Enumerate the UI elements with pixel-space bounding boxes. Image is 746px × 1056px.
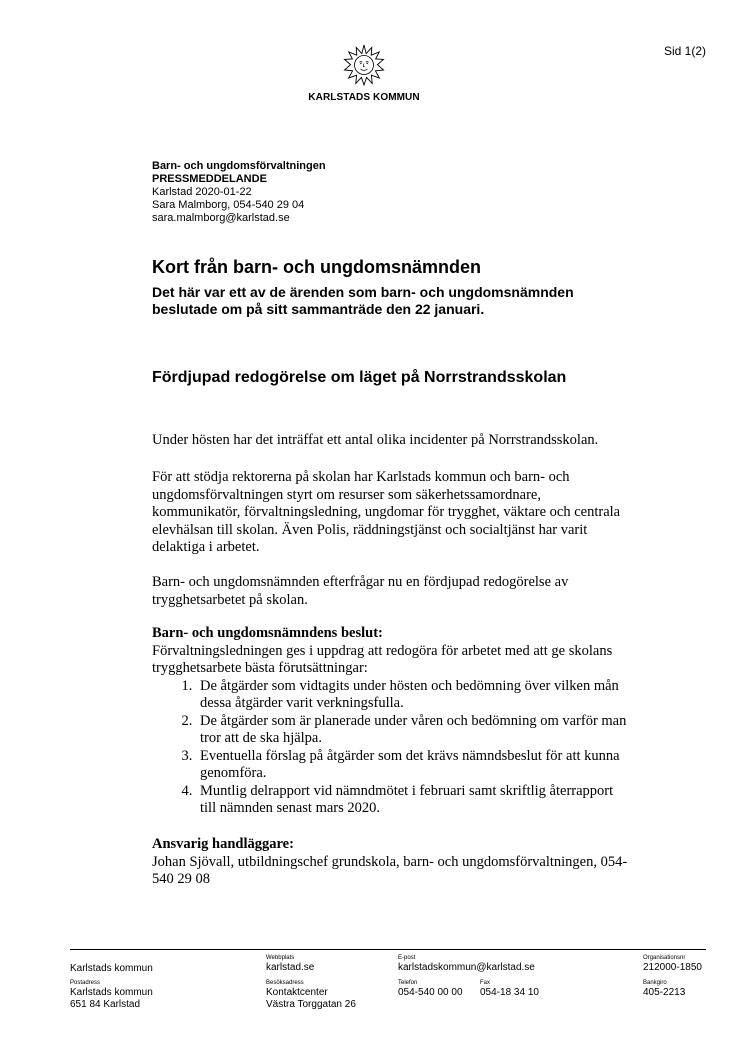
responsible-text: Johan Sjövall, utbildningschef grundskola, barn- och ungdomsförvaltningen, 054-540 29 08 xyxy=(152,853,628,887)
footer-divider xyxy=(70,949,706,950)
footer-website xyxy=(266,955,314,974)
footer-email-label: E-post xyxy=(398,955,416,961)
decision-intro: Förvaltningsledningen ges i uppdrag att redogöra för arbetet med att ge skolans trygghetsarbete bästa förutsättningar: xyxy=(152,642,613,676)
footer-postal-address xyxy=(70,980,153,1011)
responsible-heading: Ansvarig handläggare: xyxy=(152,836,294,852)
footer-fax-value: 054-18 34 10 xyxy=(480,987,539,998)
footer-bankgiro-label: Bankgiro xyxy=(643,980,667,986)
press-subheadline: Det här var ett av de ärenden som barn- och ungdomsnämnden beslutade om på sitt sammanträde den 22 januari. xyxy=(152,284,574,317)
footer-phone-value: 054-540 00 00 xyxy=(398,987,463,998)
document-type: PRESSMEDDELANDE xyxy=(152,173,267,185)
footer-visit-label: Besöksadress xyxy=(266,980,304,986)
decision-list xyxy=(152,678,632,818)
body-paragraph: För att stödja rektorerna på skolan har Karlstads kommun och barn- och ungdomsförvaltningen styrt om resurser som säkerhetssamordnare, kommunikatör, förvaltningsledning, ungdomar för trygghet, väktare och centrala elevhälsan till skolan. Även Polis, räddningstjänst och socialtjänst har varit delaktiga i arbetet. xyxy=(152,469,621,555)
footer-fax xyxy=(480,980,539,999)
decision-item: 2. De åtgärder som är planerade under våren och bedömning om varför man tror att de ska hjälpa. xyxy=(196,713,632,748)
contact-person: Sara Malmborg, 054-540 29 04 xyxy=(152,199,305,211)
footer-web-value: karlstad.se xyxy=(266,962,315,973)
footer-post-line1: Karlstads kommun xyxy=(70,987,153,998)
contact-email: sara.malmborg@karlstad.se xyxy=(152,212,290,224)
footer-orgnr-label: Organisationsnr xyxy=(643,955,686,961)
body-paragraph: Barn- och ungdomsnämnden efterfrågar nu en fördjupad redogörelse av trygghetsarbetet på skolan. xyxy=(152,574,569,608)
responsible-section xyxy=(152,836,632,889)
department-name: Barn- och ungdomsförvaltningen xyxy=(152,160,326,172)
decision-item: 4. Muntlig delrapport vid nämndmötet i februari samt skriftlig återrapport till nämnden senast mars 2020. xyxy=(196,783,632,818)
footer-bankgiro-value: 405-2213 xyxy=(643,987,686,998)
footer-org-name: Karlstads kommun xyxy=(70,963,153,974)
page-number: Sid 1(2) xyxy=(663,44,706,58)
sun-logo-icon xyxy=(343,44,385,86)
sender-block xyxy=(152,160,326,225)
footer-phone-label: Telefon xyxy=(398,980,418,986)
organization-name: KARLSTADS KOMMUN xyxy=(308,92,420,103)
body-paragraph: Under hösten har det inträffat ett antal olika incidenter på Norrstrandsskolan. xyxy=(152,432,599,448)
decision-heading: Barn- och ungdomsnämndens beslut: xyxy=(152,625,383,641)
footer-orgnr xyxy=(643,955,702,974)
press-headline: Kort från barn- och ungdomsnämnden xyxy=(152,257,482,277)
footer-phone xyxy=(398,980,463,999)
footer-visit-address xyxy=(266,980,356,1011)
footer-email xyxy=(398,955,535,974)
footer-post-line2: 651 84 Karlstad xyxy=(70,999,141,1010)
place-date: Karlstad 2020-01-22 xyxy=(152,186,252,198)
decision-item: 3. Eventuella förslag på åtgärder som det krävs nämndsbeslut för att kunna genomföra. xyxy=(196,748,632,783)
footer-web-label: Webbplats xyxy=(266,955,295,961)
footer-email-value: karlstadskommun@karlstad.se xyxy=(398,962,535,973)
decision-section xyxy=(152,625,632,818)
footer-orgnr-value: 212000-1850 xyxy=(643,962,702,973)
footer-fax-label: Fax xyxy=(480,980,491,986)
footer-visit-line1: Kontaktcenter xyxy=(266,987,328,998)
footer-post-label: Postadress xyxy=(70,980,101,986)
decision-item: 1. De åtgärder som vidtagits under hösten och bedömning över vilken mån dessa åtgärder varit verkningsfulla. xyxy=(196,678,632,713)
section-title: Fördjupad redogörelse om läget på Norrstrandsskolan xyxy=(152,369,567,386)
footer-visit-line2: Västra Torggatan 26 xyxy=(266,999,356,1010)
footer-bankgiro xyxy=(643,980,685,999)
